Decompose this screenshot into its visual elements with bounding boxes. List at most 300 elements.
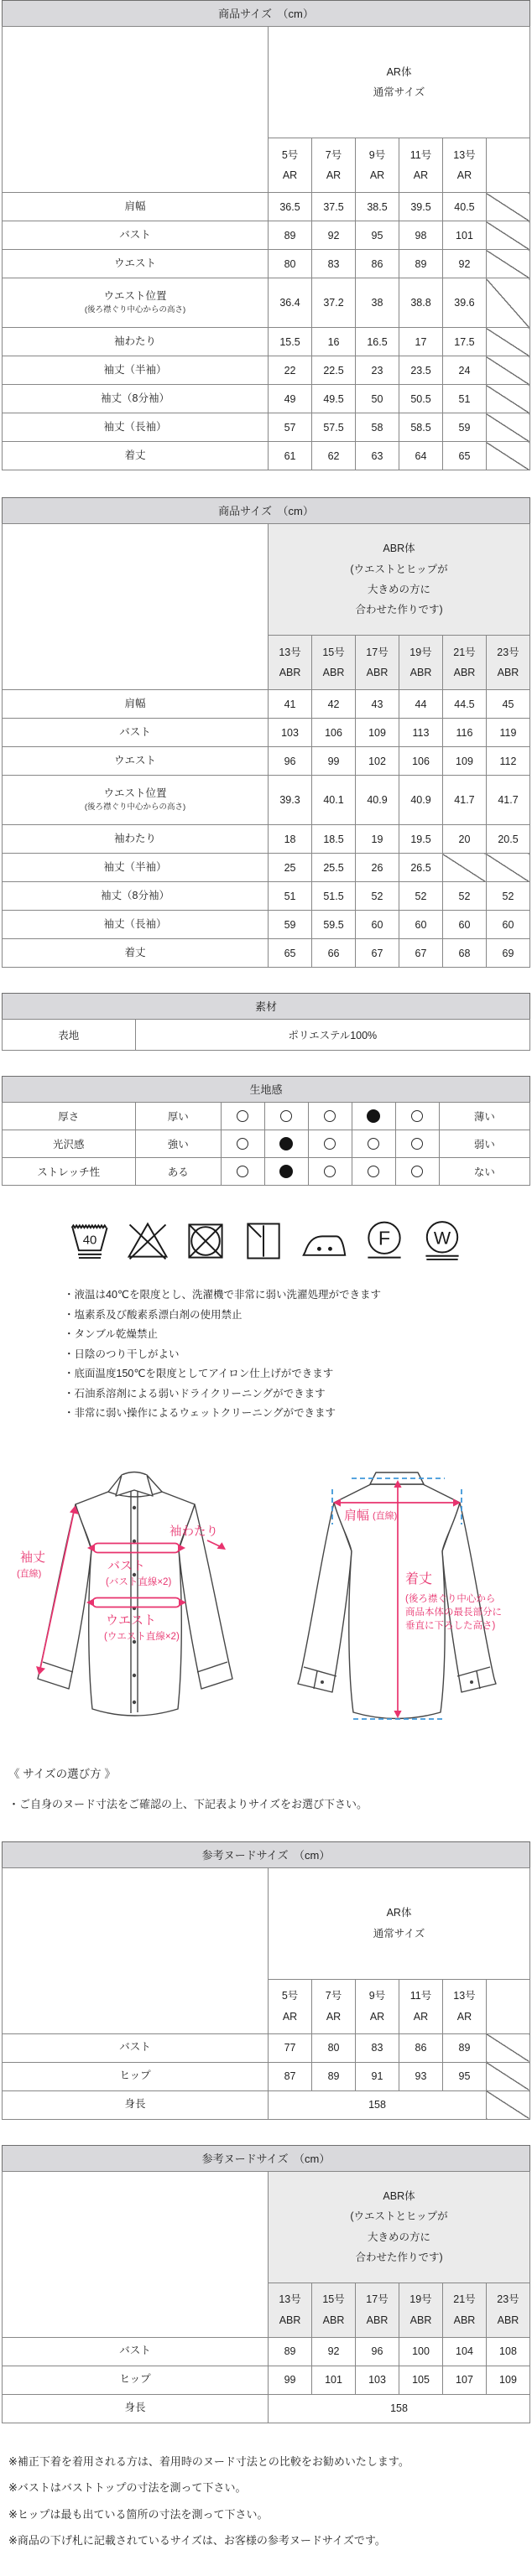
- material-table: [2, 993, 530, 1051]
- row-label: [3, 776, 269, 825]
- shirt-back-diagram: [270, 1467, 524, 1746]
- row-label-text: 身長: [124, 2402, 146, 2414]
- size-column-header: [442, 636, 486, 690]
- body-type-line: 大きめの方に: [368, 584, 431, 595]
- row-label: ストレッチ性: [3, 1158, 136, 1186]
- table-title-bar: 商品サイズ （cm）: [2, 497, 530, 524]
- value-cell: 52: [442, 882, 486, 911]
- size-column-header: [269, 636, 312, 690]
- value-cell: 104: [442, 2337, 486, 2366]
- size-number: 19号: [409, 2293, 432, 2306]
- value-cell: 92: [312, 221, 356, 250]
- size-column-header: [399, 2283, 443, 2337]
- value-cell: 103: [269, 719, 312, 747]
- size-body-type: ABR: [366, 667, 389, 678]
- table-row: [3, 328, 530, 356]
- product-size-table-abr: [2, 497, 530, 968]
- dry-clean-petroleum-icon: [361, 1218, 408, 1265]
- table-row: [3, 854, 530, 882]
- value-cell: 105: [399, 2366, 443, 2394]
- size-number: 13号: [279, 646, 301, 658]
- text-line: ・石油系溶剤による弱いドライクリーニングができます: [64, 1387, 326, 1400]
- value-cell: 106: [312, 719, 356, 747]
- fabric-feel-table: [2, 1076, 530, 1186]
- table-row: [3, 1158, 530, 1186]
- row-label: [3, 2033, 269, 2062]
- value-cell: 96: [269, 747, 312, 776]
- value-cell: 39.6: [442, 278, 486, 328]
- scale-dot: [237, 1166, 248, 1177]
- value-cell: 22: [269, 356, 312, 385]
- front-waist-label: ウエスト: [106, 1613, 157, 1628]
- back-length-note-1: (後ろ襟ぐり中心から: [405, 1593, 496, 1604]
- na-cell: [486, 413, 529, 442]
- value-cell: 51: [442, 385, 486, 413]
- value-cell: 20: [442, 825, 486, 854]
- row-label: 厚さ: [3, 1103, 136, 1130]
- size-column-header: [312, 138, 356, 193]
- size-number: 9号: [368, 148, 386, 161]
- text-line: ・非常に弱い操作によるウェットクリーニングができます: [64, 1407, 336, 1419]
- row-label: [3, 854, 269, 882]
- value-cell: 45: [486, 690, 529, 719]
- body-type-header: [269, 524, 530, 636]
- na-cell: [486, 2062, 529, 2090]
- row-label: [3, 2366, 269, 2394]
- shirt-front-diagram: [8, 1467, 262, 1746]
- size-number: 5号: [281, 1990, 299, 2002]
- table-row: [3, 776, 530, 825]
- body-type-line: ABR体: [383, 543, 415, 555]
- size-body-type: AR: [282, 169, 298, 181]
- size-column-header: [269, 1979, 312, 2033]
- value-cell: 52: [486, 882, 529, 911]
- front-sleeve-width-label: 袖わたり: [170, 1524, 218, 1539]
- value-cell: 89: [269, 221, 312, 250]
- size-body-type: AR: [282, 2010, 298, 2023]
- size-column-header: [399, 138, 443, 193]
- scale-dot: [411, 1138, 423, 1150]
- na-cell: [486, 328, 529, 356]
- row-label: [3, 221, 269, 250]
- table-row: [3, 1020, 530, 1051]
- scale-cell: [352, 1130, 395, 1158]
- value-cell: 107: [442, 2366, 486, 2394]
- value-cell: 158: [269, 2394, 530, 2423]
- scale-dot: [237, 1110, 248, 1122]
- value-cell: 60: [356, 911, 399, 939]
- scale-dot: [368, 1138, 379, 1150]
- scale-cell: [395, 1158, 439, 1186]
- size-body-type: AR: [326, 2010, 342, 2023]
- size-column-header: [269, 2283, 312, 2337]
- size-number: 11号: [409, 1990, 432, 2002]
- text-line: ・液温は40℃を限度とし、洗濯機で非常に弱い洗濯処理ができます: [64, 1289, 381, 1301]
- row-label-text: 着丈: [124, 449, 146, 461]
- size-column-header: [312, 1979, 356, 2033]
- size-column-header: [442, 1979, 486, 2033]
- value-cell: 17.5: [442, 328, 486, 356]
- value-cell: 109: [356, 719, 399, 747]
- na-cell: [486, 278, 529, 328]
- row-label-subtext: (後ろ襟ぐり中心からの高さ): [84, 305, 186, 315]
- scale-left-label: ある: [135, 1158, 222, 1186]
- body-type-line: 大きめの方に: [368, 2231, 431, 2243]
- size-number: 9号: [368, 1990, 386, 2002]
- measurement-diagrams: [2, 1467, 530, 1746]
- value-cell: 59: [442, 413, 486, 442]
- value-cell: 44.5: [442, 690, 486, 719]
- na-cell: [486, 193, 529, 221]
- row-label: [3, 2090, 269, 2119]
- scale-cell: [264, 1103, 308, 1130]
- size-table: [2, 2171, 530, 2423]
- row-label: [3, 825, 269, 854]
- size-guide-heading: 《 サイズの選び方 》: [8, 1767, 116, 1780]
- value-cell: 69: [486, 939, 529, 968]
- product-size-table-ar: [2, 0, 530, 470]
- size-column-header: [442, 138, 486, 193]
- size-number: 19号: [409, 646, 432, 658]
- table-title-bar: 素材: [2, 993, 530, 1020]
- row-label: [3, 442, 269, 470]
- value-cell: 58: [356, 413, 399, 442]
- scale-right-label: 薄い: [439, 1103, 529, 1130]
- size-body-type: AR: [456, 169, 472, 181]
- value-cell: 109: [442, 747, 486, 776]
- row-label-text: 袖丈（8分袖）: [101, 392, 170, 404]
- value-cell: 65: [442, 442, 486, 470]
- value-cell: 50.5: [399, 385, 443, 413]
- value-cell: 100: [399, 2337, 443, 2366]
- scale-dot: [324, 1138, 336, 1150]
- scale-cell: [308, 1158, 352, 1186]
- value-cell: 95: [356, 221, 399, 250]
- size-number: 13号: [453, 148, 476, 161]
- na-cell: [486, 356, 529, 385]
- row-label: [3, 719, 269, 747]
- scale-dot: [324, 1110, 336, 1122]
- size-table: [2, 1867, 530, 2120]
- value-cell: 40.9: [399, 776, 443, 825]
- value-cell: 60: [399, 911, 443, 939]
- size-column-header: [356, 636, 399, 690]
- value-cell: 109: [486, 2366, 529, 2394]
- size-column-header: [399, 1979, 443, 2033]
- scale-cell: [352, 1103, 395, 1130]
- size-body-type: ABR: [453, 2314, 476, 2326]
- value-cell: 38: [356, 278, 399, 328]
- row-label-text: ヒップ: [119, 2070, 151, 2082]
- table-title-bar: 生地感: [2, 1076, 530, 1103]
- size-number: 17号: [366, 646, 389, 658]
- value-cell: 44: [399, 690, 443, 719]
- value-cell: 68: [442, 939, 486, 968]
- value-cell: 57: [269, 413, 312, 442]
- size-number: 11号: [409, 148, 432, 161]
- size-body-type: AR: [326, 169, 342, 181]
- row-label: [3, 278, 269, 328]
- size-column-header: [399, 636, 443, 690]
- na-cell: [486, 2033, 529, 2062]
- size-column-header: [269, 138, 312, 193]
- row-label: [3, 356, 269, 385]
- scale-left-label: 強い: [135, 1130, 222, 1158]
- iron-medium-icon: [298, 1218, 350, 1265]
- value-cell: 38.5: [356, 193, 399, 221]
- body-type-line: (ウエストとヒップが: [350, 563, 448, 575]
- scale-cell: [395, 1103, 439, 1130]
- value-cell: 113: [399, 719, 443, 747]
- size-number: 21号: [453, 646, 476, 658]
- value-cell: 49.5: [312, 385, 356, 413]
- wash-40-very-gentle-icon: [66, 1218, 113, 1265]
- value-cell: 80: [312, 2033, 356, 2062]
- value-cell: ポリエステル100%: [135, 1020, 530, 1051]
- value-cell: 65: [269, 939, 312, 968]
- size-number: 13号: [279, 2293, 301, 2306]
- value-cell: 89: [312, 2062, 356, 2090]
- wash-temp-label: 40: [82, 1233, 97, 1248]
- table-row: [3, 27, 530, 138]
- value-cell: 61: [269, 442, 312, 470]
- nude-size-table-abr: [2, 2145, 530, 2423]
- text-line: ・日陰のつり干しがよい: [64, 1348, 180, 1360]
- row-label: [3, 911, 269, 939]
- value-cell: 24: [442, 356, 486, 385]
- value-cell: 15.5: [269, 328, 312, 356]
- value-cell: 95: [442, 2062, 486, 2090]
- body-type-header: [269, 27, 530, 138]
- row-label: 表地: [3, 1020, 136, 1051]
- body-type-line: AR体: [386, 65, 412, 78]
- dry-clean-letter: F: [378, 1227, 391, 1249]
- value-cell: 119: [486, 719, 529, 747]
- value-cell: 96: [356, 2337, 399, 2366]
- value-cell: 87: [269, 2062, 312, 2090]
- table-row: [3, 278, 530, 328]
- value-cell: 23.5: [399, 356, 443, 385]
- size-body-type: AR: [456, 2010, 472, 2023]
- table-row: [3, 939, 530, 968]
- size-body-type: ABR: [322, 2314, 345, 2326]
- footnotes: [2, 2449, 530, 2554]
- value-cell: 26: [356, 854, 399, 882]
- table-row: [3, 719, 530, 747]
- row-label-text: 着丈: [124, 946, 146, 958]
- value-cell: 86: [399, 2033, 443, 2062]
- value-cell: 51.5: [312, 882, 356, 911]
- row-label-text: 袖わたり: [114, 335, 157, 347]
- value-cell: 77: [269, 2033, 312, 2062]
- scale-dot-selected: [279, 1137, 293, 1150]
- size-number: 7号: [325, 148, 342, 161]
- row-label: [3, 939, 269, 968]
- size-column-header: [486, 2283, 529, 2337]
- table-row: [3, 250, 530, 278]
- row-label-text: 袖丈（長袖）: [103, 917, 167, 930]
- front-waist-sub: (ウエスト直線×2): [104, 1631, 180, 1642]
- back-shoulder-sub: (直線): [373, 1510, 398, 1521]
- value-cell: 25: [269, 854, 312, 882]
- row-label-text: ウエスト: [114, 257, 157, 269]
- value-cell: 89: [399, 250, 443, 278]
- blank-size-cell: [486, 138, 529, 193]
- value-cell: 108: [486, 2337, 529, 2366]
- value-cell: 41: [269, 690, 312, 719]
- row-label: [3, 2394, 269, 2423]
- scale-dot-selected: [279, 1165, 293, 1178]
- value-cell: 36.5: [269, 193, 312, 221]
- size-column-header: [312, 636, 356, 690]
- row-label-text: 肩幅: [124, 200, 146, 212]
- size-guide-note: ・ご自身のヌード寸法をご確認の上、下記表よりサイズをお選び下さい。: [8, 1797, 368, 1810]
- size-number: 21号: [453, 2293, 476, 2306]
- back-length-note-2: 商品本体の最長部分に: [405, 1607, 502, 1618]
- value-cell: 57.5: [312, 413, 356, 442]
- value-cell: 92: [442, 250, 486, 278]
- value-cell: 18: [269, 825, 312, 854]
- value-cell: 42: [312, 690, 356, 719]
- value-cell: 50: [356, 385, 399, 413]
- body-type-header: [269, 1867, 530, 1979]
- front-sleeve-length-label: 袖丈: [20, 1550, 46, 1565]
- size-body-type: ABR: [322, 667, 345, 678]
- body-type-line: ABR体: [383, 2189, 415, 2202]
- scale-dot: [280, 1110, 292, 1122]
- value-cell: 101: [442, 221, 486, 250]
- value-cell: 22.5: [312, 356, 356, 385]
- size-column-header: [442, 2283, 486, 2337]
- value-cell: 41.7: [486, 776, 529, 825]
- value-cell: 20.5: [486, 825, 529, 854]
- size-body-type: AR: [369, 2010, 385, 2023]
- value-cell: 89: [269, 2337, 312, 2366]
- scale-right-label: 弱い: [439, 1130, 529, 1158]
- row-label-text: ウエスト: [114, 754, 157, 766]
- text-line: ・底面温度150℃を限度としてアイロン仕上げができます: [64, 1368, 334, 1379]
- table-row: [3, 1130, 530, 1158]
- value-cell: 37.2: [312, 278, 356, 328]
- row-label-text: 袖丈（長袖）: [103, 420, 167, 433]
- front-sleeve-length-sub: (直線): [17, 1568, 42, 1579]
- value-cell: 40.5: [442, 193, 486, 221]
- scale-dot: [368, 1166, 379, 1177]
- table-row: [3, 2366, 530, 2394]
- row-label-text: ウエスト位置: [103, 290, 167, 303]
- na-cell: [486, 2090, 529, 2119]
- size-column-header: [312, 2283, 356, 2337]
- scale-cell: [264, 1130, 308, 1158]
- value-cell: 38.8: [399, 278, 443, 328]
- table-row: [3, 442, 530, 470]
- value-cell: 158: [269, 2090, 487, 2119]
- fabric-table: [2, 1102, 530, 1186]
- size-body-type: ABR: [497, 2314, 519, 2326]
- table-row: [3, 2033, 530, 2062]
- value-cell: 83: [312, 250, 356, 278]
- row-label-text: 袖丈（半袖）: [103, 363, 167, 376]
- row-label-text: ヒップ: [119, 2373, 151, 2386]
- row-label: 光沢感: [3, 1130, 136, 1158]
- table-row: [3, 747, 530, 776]
- row-label-text: 身長: [124, 2098, 146, 2111]
- size-table: [2, 26, 530, 470]
- size-number: 17号: [366, 2293, 389, 2306]
- value-cell: 58.5: [399, 413, 443, 442]
- blank-corner-cell: [3, 2171, 269, 2337]
- size-body-type: AR: [413, 169, 429, 181]
- size-column-header: [356, 2283, 399, 2337]
- value-cell: 89: [442, 2033, 486, 2062]
- table-row: [3, 524, 530, 636]
- table-row: [3, 2394, 530, 2423]
- body-type-line: AR体: [386, 1907, 412, 1919]
- no-tumble-dry-icon: [182, 1218, 229, 1265]
- no-bleach-icon: [124, 1218, 171, 1265]
- blank-corner-cell: [3, 524, 269, 690]
- text-line: ※商品の下げ札に記載されているサイズは、お客様の参考ヌードサイズです。: [8, 2534, 386, 2547]
- text-line: ※補正下着を着用される方は、着用時のヌード寸法との比較をお勧めいたします。: [8, 2454, 409, 2468]
- table-row: [3, 2090, 530, 2119]
- body-type-line: 合わせた作りです): [355, 2251, 443, 2263]
- row-label-text: ウエスト位置: [103, 787, 167, 800]
- text-line: ※バストはバストトップの寸法を測って下さい。: [8, 2481, 247, 2494]
- scale-cell: [308, 1130, 352, 1158]
- value-cell: 80: [269, 250, 312, 278]
- value-cell: 40.9: [356, 776, 399, 825]
- row-label: [3, 385, 269, 413]
- row-label: [3, 193, 269, 221]
- value-cell: 67: [356, 939, 399, 968]
- table-row: [3, 356, 530, 385]
- size-number: 23号: [497, 646, 519, 658]
- value-cell: 40.1: [312, 776, 356, 825]
- table-row: [3, 825, 530, 854]
- value-cell: 91: [356, 2062, 399, 2090]
- value-cell: 59.5: [312, 911, 356, 939]
- size-column-header: [486, 636, 529, 690]
- size-number: 7号: [325, 1990, 342, 2002]
- row-label: [3, 882, 269, 911]
- table-row: [3, 385, 530, 413]
- back-length-note-3: 垂直に下ろした高さ): [405, 1620, 496, 1631]
- text-line: ・タンブル乾燥禁止: [64, 1328, 159, 1340]
- table-row: [3, 882, 530, 911]
- value-cell: 102: [356, 747, 399, 776]
- front-bust-label: バスト: [107, 1558, 146, 1573]
- size-body-type: ABR: [409, 667, 432, 678]
- table-title-bar: 参考ヌードサイズ （cm）: [2, 2145, 530, 2172]
- row-label: [3, 250, 269, 278]
- row-label-text: 袖わたり: [114, 832, 157, 844]
- table-row: [3, 1867, 530, 1979]
- value-cell: 17: [399, 328, 443, 356]
- value-cell: 52: [399, 882, 443, 911]
- table-row: [3, 2062, 530, 2090]
- value-cell: 16.5: [356, 328, 399, 356]
- value-cell: 19: [356, 825, 399, 854]
- value-cell: 99: [312, 747, 356, 776]
- table-title-bar: 参考ヌードサイズ （cm）: [2, 1841, 530, 1868]
- blank-corner-cell: [3, 27, 269, 193]
- value-cell: 66: [312, 939, 356, 968]
- body-type-header: [269, 2171, 530, 2283]
- value-cell: 52: [356, 882, 399, 911]
- size-number: 13号: [453, 1990, 476, 2002]
- line-dry-in-shade-icon: [240, 1218, 287, 1265]
- scale-dot: [411, 1166, 423, 1177]
